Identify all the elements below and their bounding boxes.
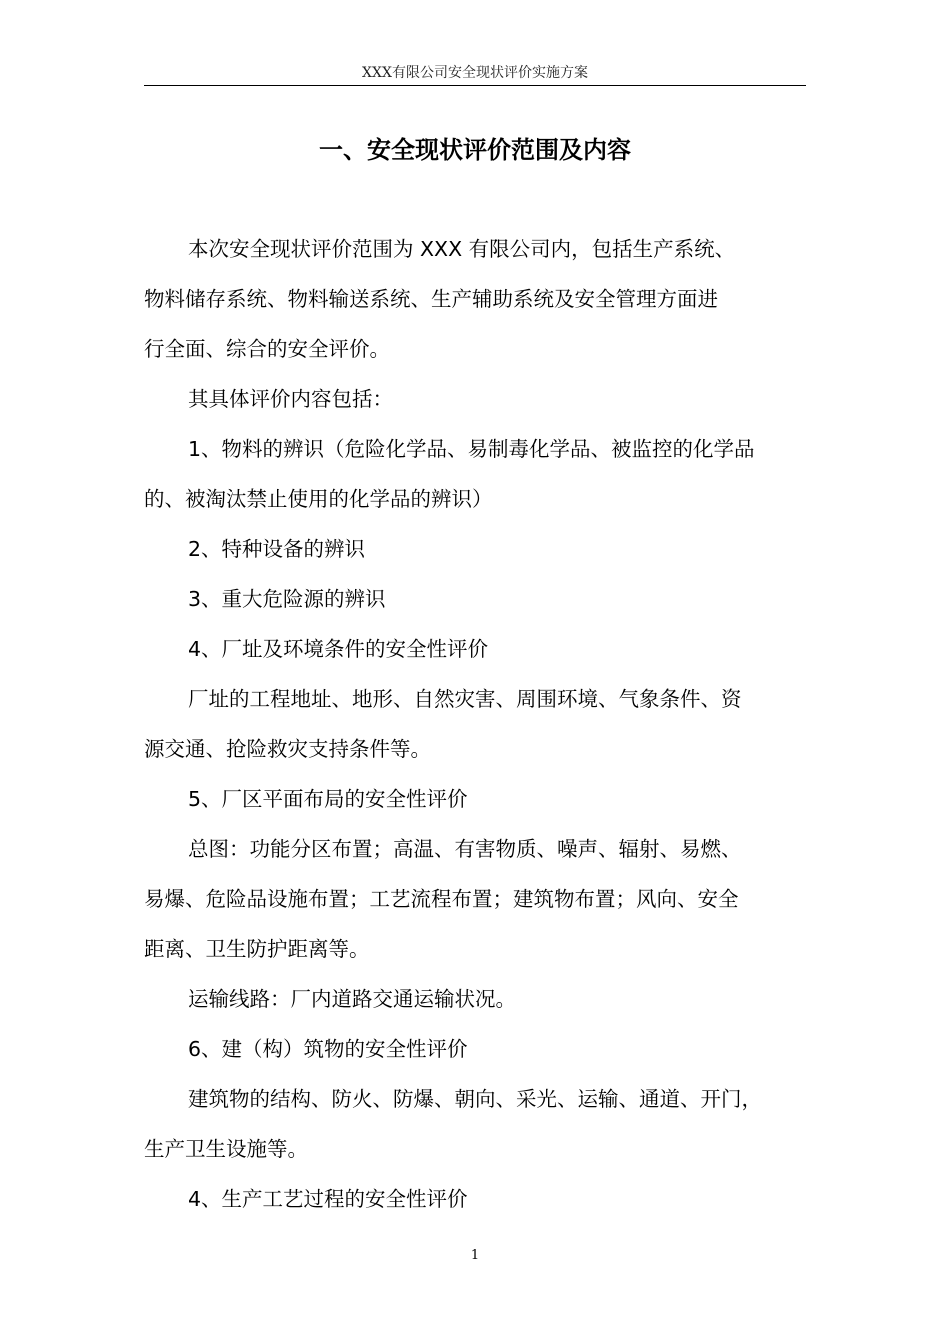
text-line: 其具体评价内容包括： [188,387,393,411]
text-line: 生产卫生设施等。 [144,1137,308,1161]
text-line: 6、建（构）筑物的安全性评价 [188,1037,468,1061]
text-line: 3、重大危险源的辨识 [188,587,386,611]
running-header: XXX有限公司安全现状评价实施方案 [362,65,588,81]
text-line: 厂址的工程地址、地形、自然灾害、周围环境、气象条件、资 [188,687,742,711]
section-heading: 一、安全现状评价范围及内容 [319,136,631,164]
text-line: 距离、卫生防护距离等。 [144,937,370,961]
text-line: 易爆、危险品设施布置；工艺流程布置；建筑物布置；风向、安全 [144,887,739,911]
text-line: 的、被淘汰禁止使用的化学品的辨识） [144,487,493,511]
text-line: 4、生产工艺过程的安全性评价 [188,1187,468,1211]
body-text [144,224,826,1224]
page-number: 1 [470,1248,480,1263]
text-line: 5、厂区平面布局的安全性评价 [188,787,468,811]
text-line: 运输线路：厂内道路交通运输状况。 [188,987,516,1011]
text-line: 源交通、抢险救灾支持条件等。 [144,737,431,761]
header-rule [144,85,806,86]
text-line: 2、特种设备的辨识 [188,537,366,561]
text-line: 行全面、综合的安全评价。 [144,337,390,361]
text-line: 建筑物的结构、防火、防爆、朝向、采光、运输、通道、开门， [188,1087,762,1111]
text-line: 物料储存系统、物料输送系统、生产辅助系统及安全管理方面进 [144,287,718,311]
text-line: 总图：功能分区布置；高温、有害物质、噪声、辐射、易燃、 [188,837,742,861]
text-line: 4、厂址及环境条件的安全性评价 [188,637,489,661]
text-line: 本次安全现状评价范围为 XXX 有限公司内，包括生产系统、 [188,237,736,261]
text-line: 1、物料的辨识（危险化学品、易制毒化学品、被监控的化学品 [188,437,755,461]
